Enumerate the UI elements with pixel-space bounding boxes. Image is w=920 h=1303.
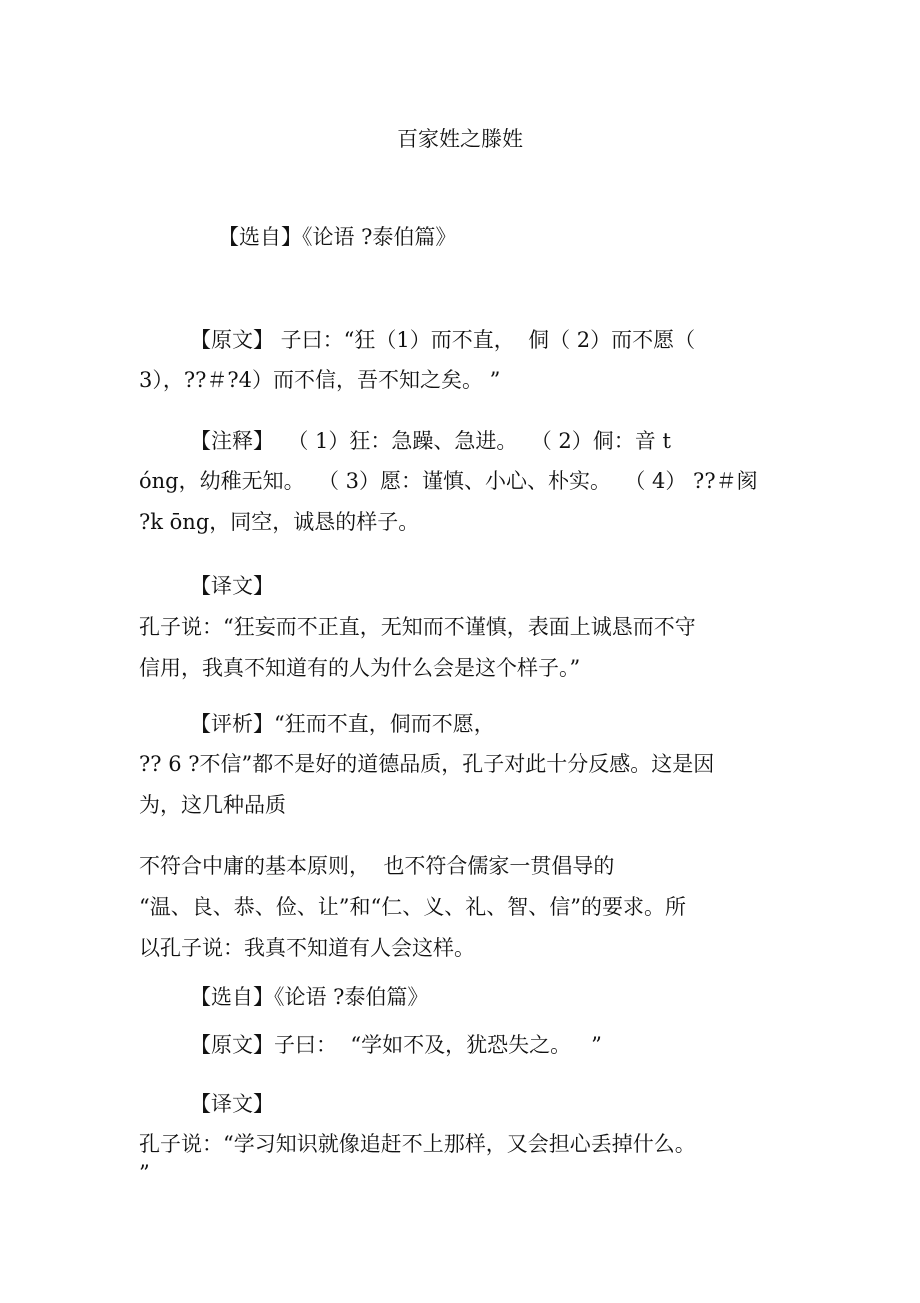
annotation-line-3: ?k ōng，同空，诚恳的样子。	[139, 510, 420, 534]
original-text-line-1: 【原文】 子曰：“狂（1）而不直， 侗（ 2）而不愿（	[190, 328, 696, 352]
translation-heading-2: 【译文】	[190, 1092, 274, 1116]
annotation-line-2: óng，幼稚无知。 （ 3）愿：谨慎、小心、朴实。 （ 4） ??＃阂	[139, 469, 758, 493]
document-title: 百家姓之滕姓	[397, 127, 523, 151]
translation-line-1: 孔子说：“狂妄而不正直，无知而不谨慎，表面上诚恳而不守	[139, 615, 696, 639]
translation-line-2: 信用，我真不知道有的人为什么会是这个样子。”	[139, 656, 581, 680]
commentary-line-2: ?? 6 ?不信”都不是好的道德品质，孔子对此十分反感。这是因	[139, 752, 715, 776]
source-line-1: 【选自】《论语 ?泰伯篇》	[218, 225, 457, 249]
commentary-line-4: 不符合中庸的基本原则， 也不符合儒家一贯倡导的	[139, 854, 615, 878]
commentary-line-6: 以孔子说：我真不知道有人会这样。	[139, 936, 475, 960]
commentary-line-1: 【评析】“狂而不直，侗而不愿，	[190, 712, 495, 736]
original-text-line-2: 3），??＃?4）而不信，吾不知之矣。 ”	[139, 368, 501, 392]
source-line-2: 【选自】《论语 ?泰伯篇》	[190, 985, 429, 1009]
annotation-line-1: 【注释】 （ 1）狂：急躁、急进。 （ 2）侗：音 t	[190, 429, 671, 453]
translation-line-3: 孔子说：“学习知识就像追赶不上那样，又会担心丢掉什么。	[139, 1132, 696, 1156]
translation-heading-1: 【译文】	[190, 574, 274, 598]
commentary-line-5: “温、良、恭、俭、让”和“仁、义、礼、智、信”的要求。所	[139, 895, 686, 919]
commentary-line-3: 为，这几种品质	[139, 793, 286, 817]
original-text-line-3: 【原文】子曰： “学如不及，犹恐失之。 ”	[190, 1033, 602, 1057]
translation-line-4: ”	[139, 1161, 150, 1185]
